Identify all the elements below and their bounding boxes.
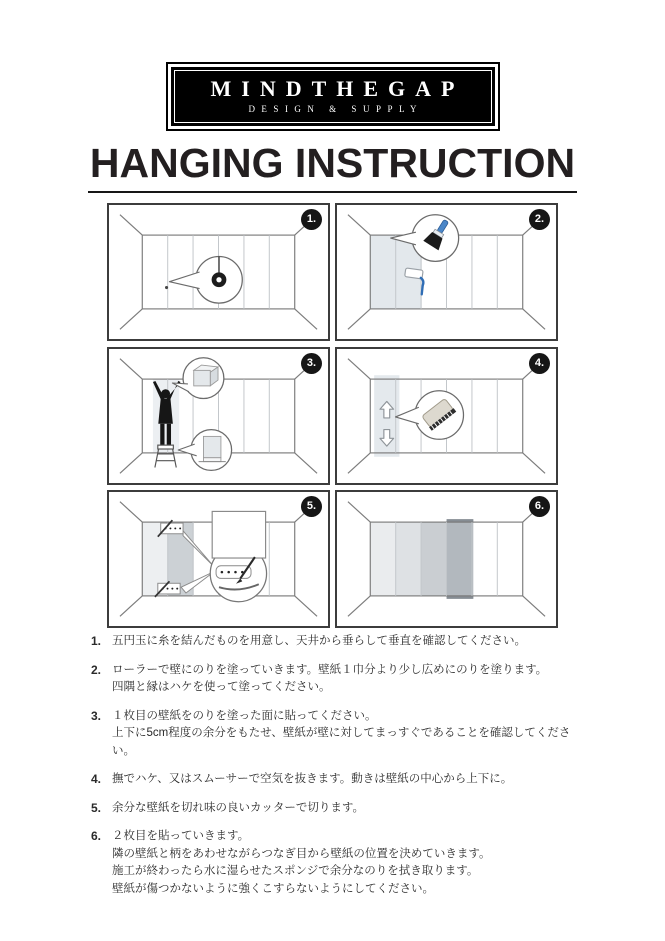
panel-step-2 (335, 203, 558, 341)
panel-step-1 (107, 203, 330, 341)
cutter-trim-icon (210, 511, 266, 601)
step-badge: 6. (529, 496, 550, 517)
instruction-text: 撫でハケ、又はスムーサーで空気を抜きます。動きは壁紙の中心から上下に。 (112, 773, 513, 785)
instruction-text: ローラーで壁にのりを塗っていきます。壁紙１巾分より少し広めにのりを塗ります。 (112, 663, 548, 676)
item-number: 4. (91, 772, 102, 786)
panel-step-4 (335, 347, 558, 485)
instruction-text: 上下に5cm程度の余分をもたせ、壁紙が壁に対してまっすぐであることを確認してください。 (112, 727, 571, 757)
instruction-text: 施工が終わったら水に湿らせたスポンジで余分なのりを拭き取ります。 (112, 865, 479, 877)
page-title: HANGING INSTRUCTION (89, 140, 576, 186)
room-illustration (109, 205, 328, 339)
room-illustration (109, 492, 328, 626)
item-number: 5. (91, 800, 102, 815)
room-illustration (337, 492, 556, 626)
item-number: 3. (91, 708, 102, 723)
room-illustration (109, 349, 328, 483)
panel-step-5 (107, 490, 330, 628)
instruction-item-1 (91, 633, 581, 651)
panel-step-3 (107, 347, 330, 485)
pattern-matched-strips-icon (370, 519, 473, 599)
instruction-list (91, 633, 581, 909)
instruction-item-3 (91, 708, 581, 761)
floor-overlap-detail (178, 429, 231, 470)
logo-subtitle: DESIGN & SUPPLY (248, 104, 424, 114)
trim-top-callout (158, 520, 183, 537)
brand-logo (166, 62, 500, 131)
instruction-text: ２枚目を貼っていきます。 (112, 830, 250, 842)
step-badge: 5. (301, 496, 322, 517)
title-underline (88, 191, 577, 193)
item-number: 1. (91, 634, 102, 648)
plumb-line-coin-icon (165, 256, 242, 303)
step-badge: 4. (529, 353, 550, 374)
stepladder-icon (155, 445, 176, 467)
instruction-panels (107, 203, 558, 628)
ceiling-overlap-detail (172, 357, 223, 398)
logo-title: MINDTHEGAP (210, 76, 465, 101)
instruction-text: 壁紙が傷つかないように強くこすらないようにしてください。 (112, 882, 434, 895)
instruction-item-2 (91, 662, 581, 697)
item-number: 6. (91, 829, 102, 843)
instruction-text: 隣の壁紙と柄をあわせながらつなぎ目から壁紙の位置を決めていきます。 (112, 847, 491, 860)
room-illustration (337, 205, 556, 339)
instruction-text: 余分な壁紙を切れ味の良いカッターで切ります。 (112, 801, 364, 814)
room-illustration (337, 349, 556, 483)
instruction-item-5 (91, 800, 581, 818)
instruction-item-6 (91, 828, 581, 898)
panel-step-6 (335, 490, 558, 628)
step-badge: 1. (301, 209, 322, 230)
instruction-text: １枚目の壁紙をのりを塗った面に貼ってください。 (112, 709, 377, 722)
step-badge: 3. (301, 353, 322, 374)
step-badge: 2. (529, 209, 550, 230)
item-number: 2. (91, 662, 102, 677)
instruction-text: 五円玉に糸を結んだものを用意し、天井から垂らして垂直を確認してください。 (112, 635, 526, 647)
instruction-item-4 (91, 771, 581, 789)
smoother-brush-icon (396, 390, 464, 439)
instruction-text: 四隅と縁はハケを使って塗ってください。 (112, 681, 331, 693)
